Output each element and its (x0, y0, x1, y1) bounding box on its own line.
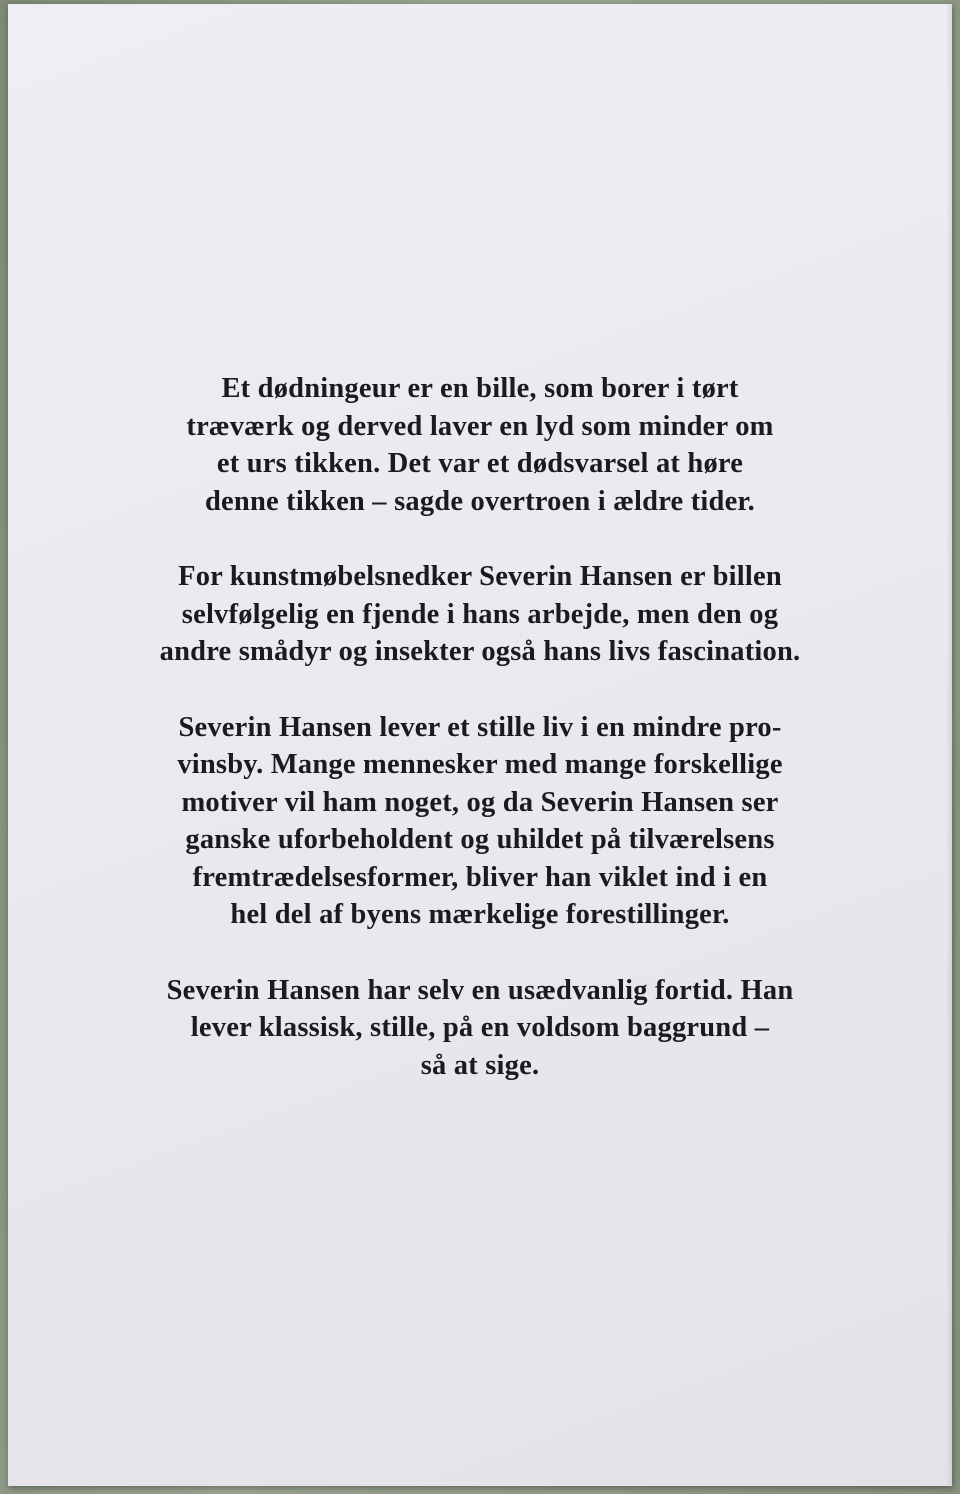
text-line: motiver vil ham noget, og da Severin Hansen ser (181, 786, 779, 818)
text-line: andre smådyr og insekter også hans livs fascination. (159, 636, 801, 667)
text-line: hel del af byens mærkelige forestillinger. (230, 899, 730, 930)
text-line: Severin Hansen lever et stille liv i en mindre pro- (178, 711, 782, 743)
text-line: ganske uforbeholdent og uhildet på tilværelsens (185, 824, 775, 855)
blurb-paragraph-3 (68, 709, 892, 934)
blurb-text (68, 370, 892, 1122)
text-line: selvfølgelig en fjende i hans arbejde, men den og (181, 598, 779, 630)
text-line: Severin Hansen har selv en usædvanlig fortid. Han (166, 974, 794, 1006)
cover-edge-shadow (946, 4, 952, 1486)
text-line: denne tikken – sagde overtroen i ældre tider. (205, 485, 755, 517)
text-line: Et dødningeur er en bille, som borer i tørt (221, 373, 739, 404)
blurb-paragraph-4 (68, 972, 892, 1085)
book-back-cover (8, 4, 952, 1486)
text-line: lever klassisk, stille, på en voldsom baggrund – (190, 1012, 770, 1043)
text-line: fremtrædelsesformer, bliver han viklet ind i en (192, 861, 768, 893)
blurb-paragraph-1 (68, 370, 892, 520)
text-line: For kunstmøbelsnedker Severin Hansen er billen (178, 561, 782, 592)
text-line: træværk og derved laver en lyd som minder om (186, 410, 774, 442)
blurb-paragraph-2 (68, 558, 892, 671)
text-line: et urs tikken. Det var et dødsvarsel at høre (216, 448, 744, 479)
text-line: så at sige. (420, 1049, 540, 1081)
text-line: vinsby. Mange mennesker med mange forskellige (177, 749, 783, 780)
